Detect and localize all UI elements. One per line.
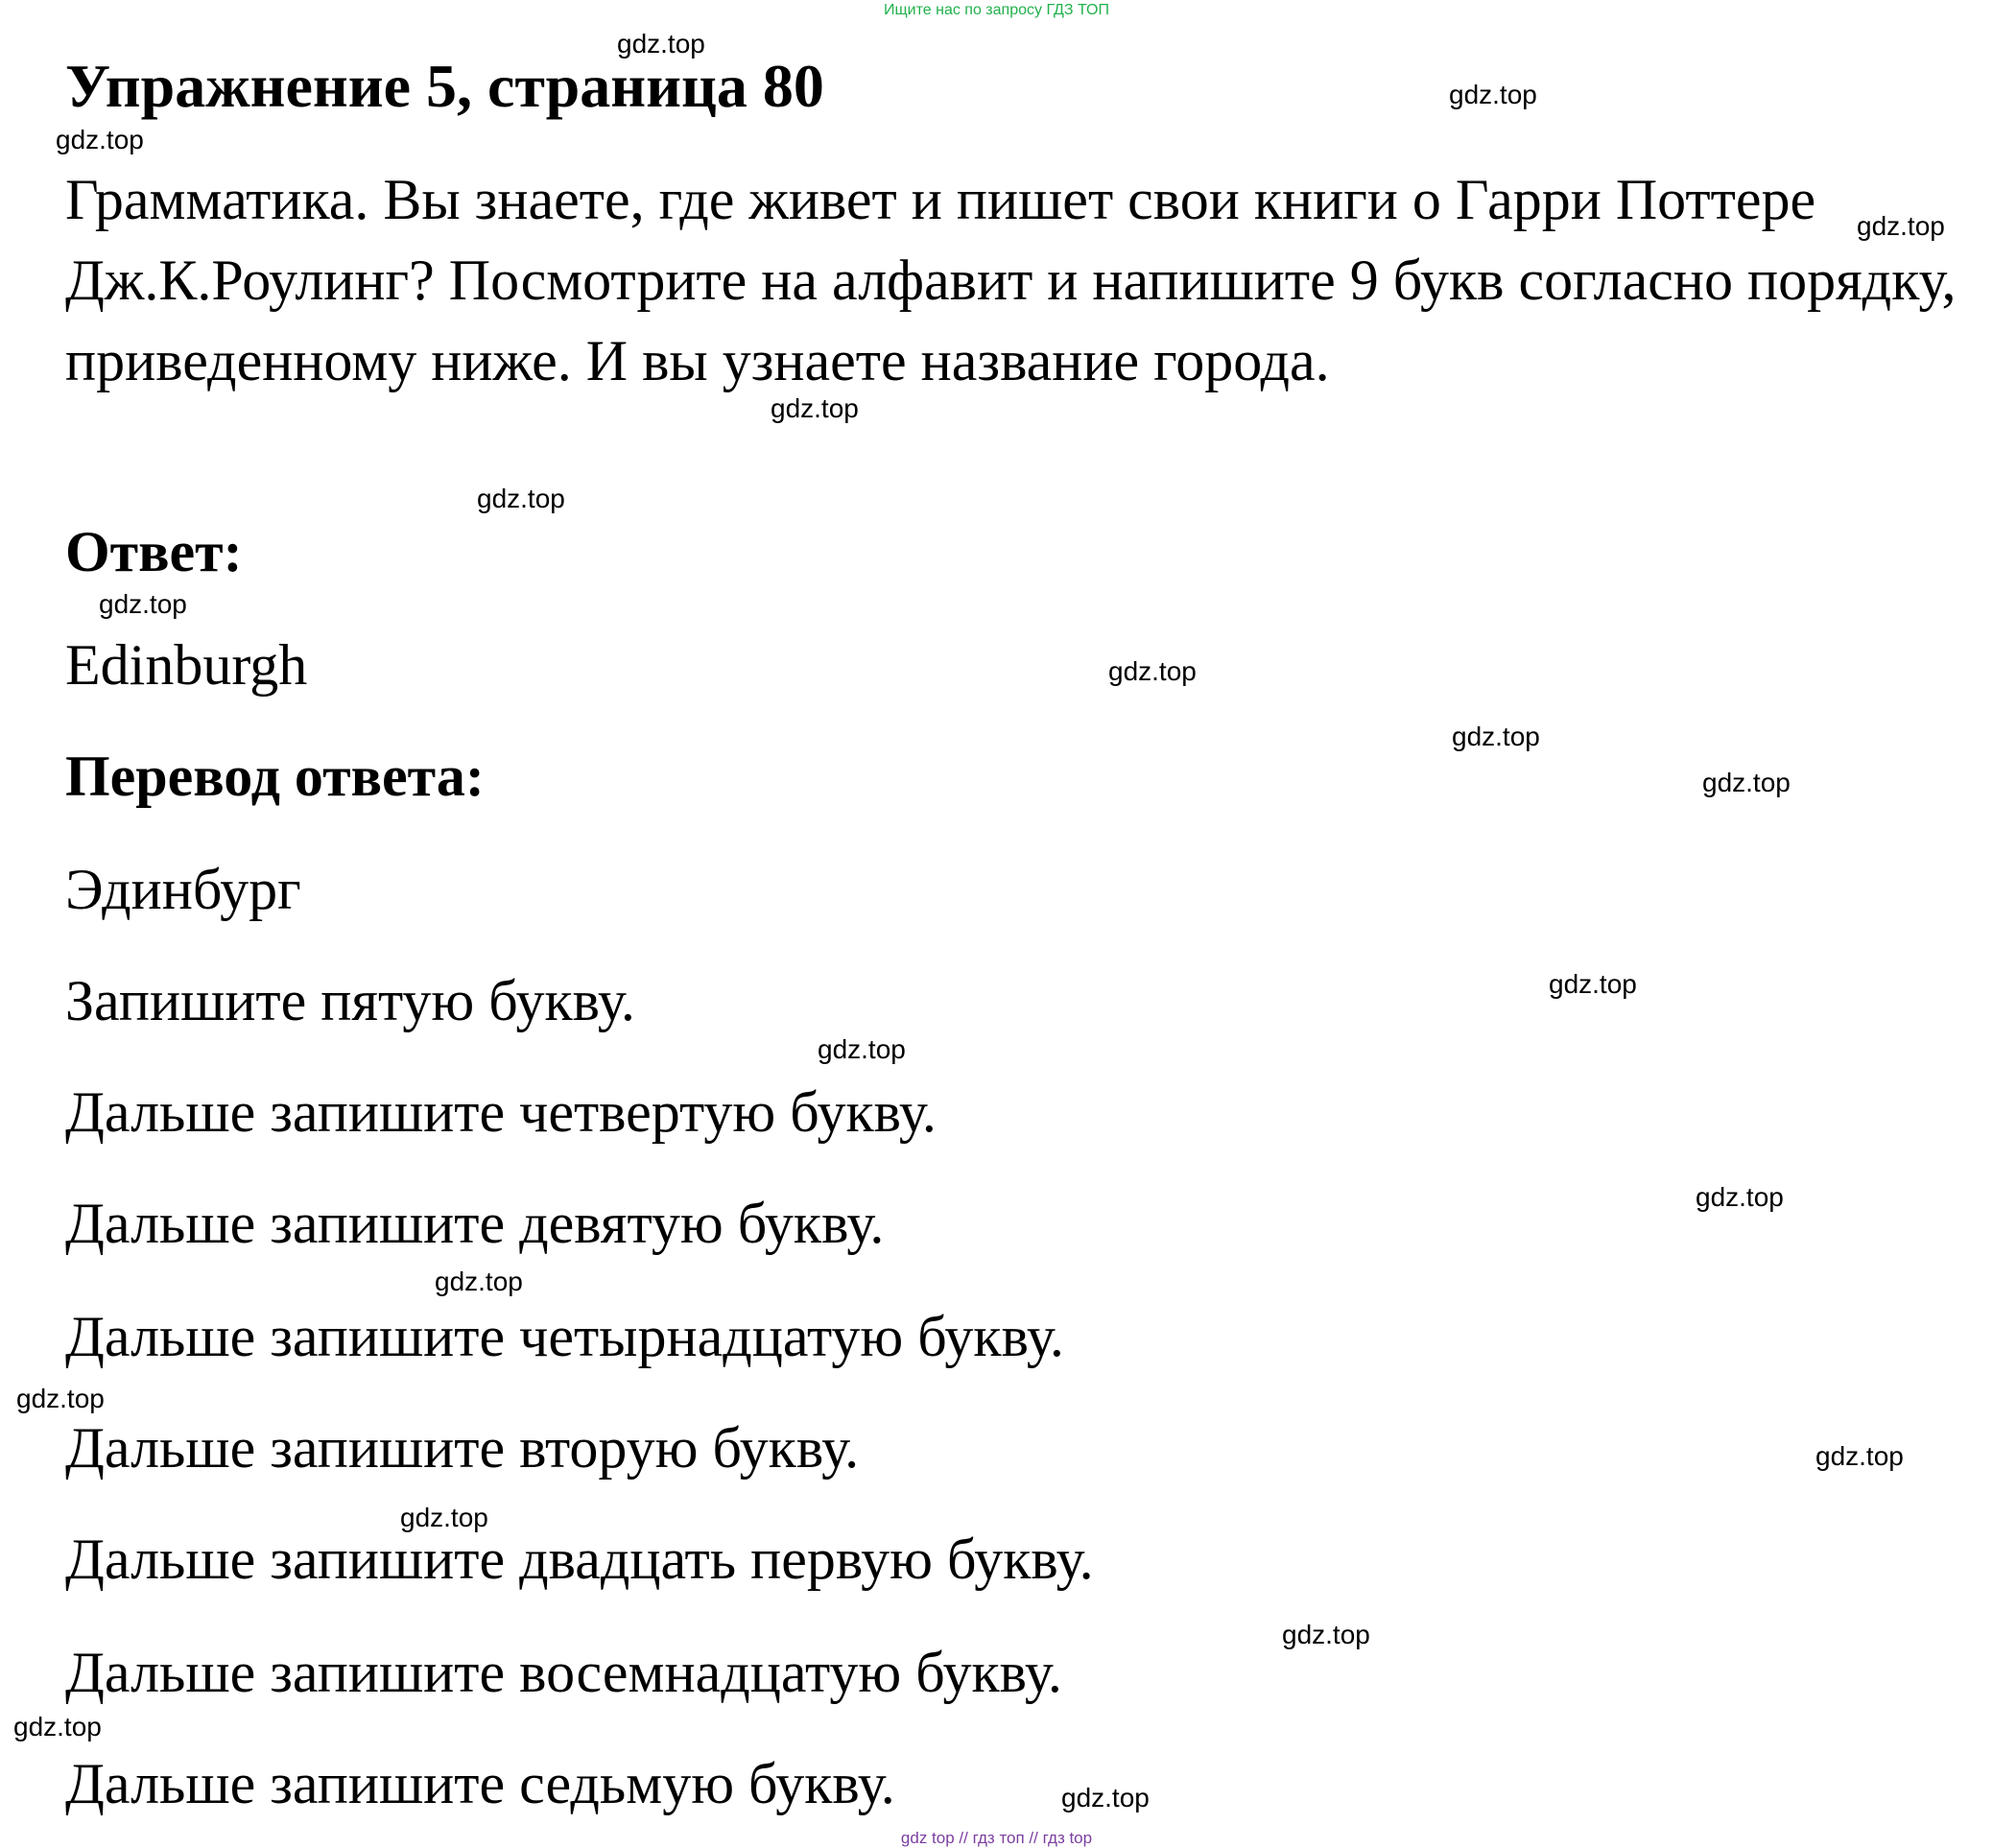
watermark: gdz.top <box>1815 1441 1904 1471</box>
watermark: gdz.top <box>16 1384 105 1413</box>
watermark: gdz.top <box>99 589 187 619</box>
watermark: gdz.top <box>1108 656 1197 686</box>
watermark: gdz.top <box>435 1267 523 1296</box>
watermark: gdz.top <box>477 484 565 513</box>
translation-line: Дальше запишите четвертую букву. <box>65 1080 937 1144</box>
translation-line: Дальше запишите двадцать первую букву. <box>65 1528 1094 1591</box>
translation-line: Дальше запишите четырнадцатую букву. <box>65 1305 1064 1368</box>
watermark: gdz.top <box>1452 722 1540 751</box>
watermark: gdz.top <box>1549 969 1637 999</box>
translation-line: Дальше запишите восемнадцатую букву. <box>65 1641 1062 1704</box>
watermark: gdz.top <box>771 393 859 423</box>
translation-line: Дальше запишите девятую букву. <box>65 1192 885 1255</box>
watermark: gdz.top <box>56 125 144 154</box>
page-title: Упражнение 5, страница 80 <box>65 52 824 120</box>
watermark: gdz.top <box>1282 1620 1370 1649</box>
watermark: gdz.top <box>13 1712 102 1741</box>
answer-heading: Ответ: <box>65 520 243 583</box>
translation-line: Эдинбург <box>65 858 301 921</box>
answer-text: Edinburgh <box>65 633 308 697</box>
watermark: gdz.top <box>1696 1182 1784 1212</box>
watermark: gdz.top <box>1449 80 1537 109</box>
footer-links: gdz top // гдз топ // гдз top <box>900 1829 1093 1847</box>
watermark: gdz.top <box>1061 1783 1150 1812</box>
translation-heading: Перевод ответа: <box>65 745 485 808</box>
translation-line: Дальше запишите вторую букву. <box>65 1416 860 1480</box>
watermark: gdz.top <box>1702 768 1791 797</box>
watermark: gdz.top <box>617 29 705 59</box>
watermark: gdz.top <box>1857 211 1945 241</box>
watermark: gdz.top <box>400 1503 488 1532</box>
watermark: gdz.top <box>818 1034 906 1064</box>
task-text: Грамматика. Вы знаете, где живет и пишет свои книги о Гарри Поттере Дж.К.Роулинг? Посмотрите на алфавит и напишите 9 букв согласно порядку, приведенному ниже. И вы узнаете название города. <box>65 168 1957 392</box>
top-banner: Ищите нас по запросу ГДЗ ТОП <box>884 2 1109 18</box>
translation-line: Дальше запишите седьмую букву. <box>65 1752 895 1815</box>
translation-line: Запишите пятую букву. <box>65 969 635 1032</box>
